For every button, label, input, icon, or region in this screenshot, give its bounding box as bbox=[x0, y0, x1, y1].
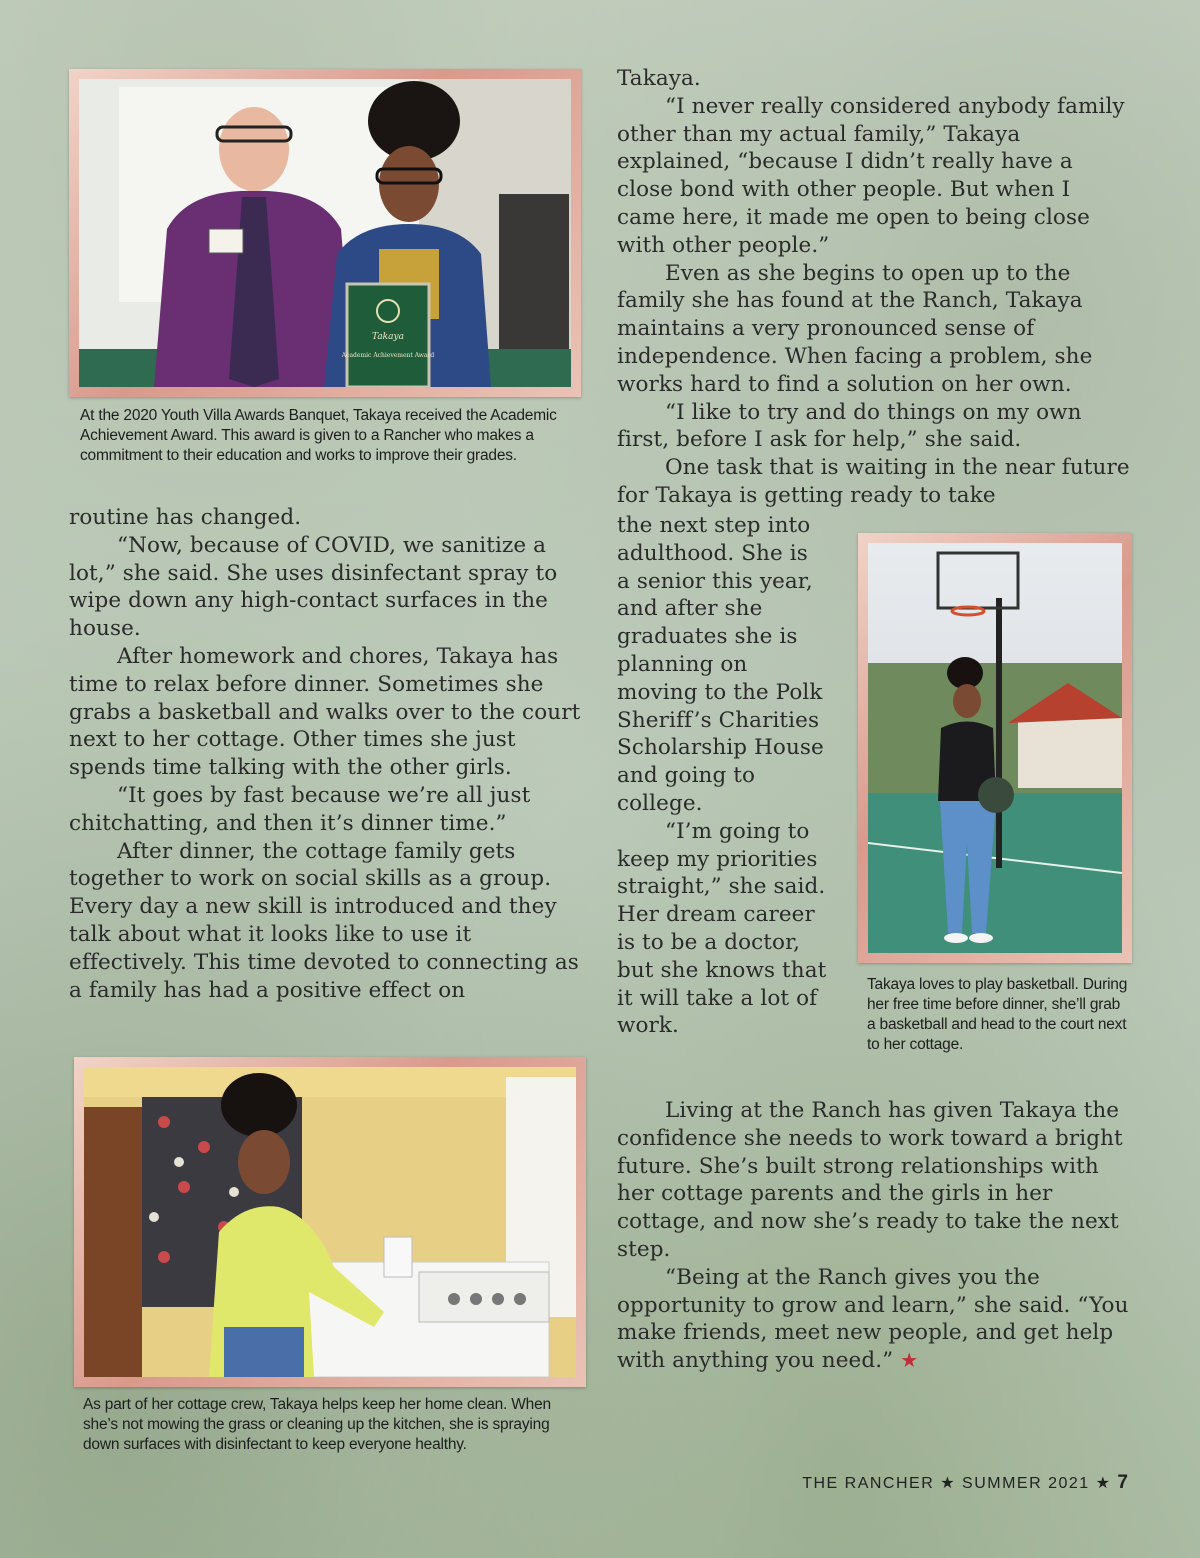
right-paragraph-5: One task that is waiting in the near future for Takaya is getting ready to take bbox=[617, 455, 1130, 508]
left-paragraph-5: After dinner, the cottage family gets together to work on social skills as a group. Every day a new skill is introduced and they talk about what it looks like to use it effectively. This time devoted to connecting as a family has had a positive effect on bbox=[69, 838, 579, 1003]
photo-laundry bbox=[74, 1057, 586, 1387]
right-paragraph-6: the next step into adulthood. She is a senior this year, and after she graduates she is planning on moving to the Polk Sheriff’s Charities Scholarship House and going to college. bbox=[617, 513, 824, 816]
photo-basketball bbox=[858, 533, 1132, 963]
right-paragraph-9-text: “Being at the Ranch gives you the opportunity to grow and learn,” she said. “You make friends, meet new people, and get help with anything you need.” bbox=[617, 1264, 1129, 1374]
photo-basketball-image bbox=[868, 543, 1122, 953]
plaque-award: Academic Achievement Award bbox=[341, 352, 435, 359]
right-paragraph-9 bbox=[617, 1264, 1132, 1375]
left-paragraph-4: “It goes by fast because we’re all just chitchatting, and then it’s dinner time.” bbox=[69, 782, 531, 836]
caption-basketball: Takaya loves to play basketball. During her free time before dinner, she’ll grab a basketball and head to the court next to her cottage. bbox=[867, 976, 1128, 1053]
right-column-top bbox=[617, 65, 1132, 510]
left-paragraph-2: “Now, because of COVID, we sanitize a lot,” she said. She uses disinfectant spray to wipe down any high-contact surfaces in the house. bbox=[69, 532, 558, 642]
photo-awards-banquet bbox=[69, 69, 581, 397]
right-paragraph-4: “I like to try and do things on my own first, before I ask for help,” she said. bbox=[617, 399, 1082, 453]
right-column-bottom bbox=[617, 1097, 1132, 1375]
left-paragraph-3: After homework and chores, Takaya has time to relax before dinner. Sometimes she grabs a basketball and walks over to the court next to her cottage. Other times she just spends time talking with the other girls. bbox=[69, 643, 581, 781]
plaque-title: Takaya bbox=[372, 332, 404, 342]
caption-awards-banquet: At the 2020 Youth Villa Awards Banquet, Takaya received the Academic Achievement Award. This award is given to a Rancher who makes a commitment to their education and works to improve their grades. bbox=[80, 407, 557, 464]
basketball-photo-illustration bbox=[868, 543, 1122, 953]
photo-laundry-image bbox=[84, 1067, 576, 1377]
footer-star-icon-2: ★ bbox=[1095, 1475, 1112, 1492]
right-paragraph-1: Takaya. bbox=[617, 66, 701, 91]
left-paragraph-1: routine has changed. bbox=[69, 505, 302, 530]
footer-star-icon: ★ bbox=[940, 1475, 957, 1492]
footer-issue: SUMMER 2021 bbox=[962, 1475, 1090, 1492]
photo-awards-image bbox=[79, 79, 571, 387]
awards-photo-illustration bbox=[79, 79, 571, 387]
end-star-icon: ★ bbox=[900, 1348, 919, 1373]
left-column bbox=[69, 504, 581, 1004]
page-footer bbox=[802, 1472, 1128, 1494]
right-paragraph-8: Living at the Ranch has given Takaya the confidence she needs to work toward a bright future. She’s built strong relationships with her cottage parents and the girls in her cottage, and now she’s ready to take the next step. bbox=[617, 1098, 1123, 1262]
footer-publication: THE RANCHER bbox=[802, 1475, 935, 1492]
caption-laundry: As part of her cottage crew, Takaya helps keep her home clean. When she’s not mowing the grass or cleaning up the kitchen, she is spraying down surfaces with disinfectant to keep everyone healthy. bbox=[83, 1396, 551, 1453]
right-column-narrow bbox=[617, 512, 827, 1040]
right-paragraph-7: “I’m going to keep my priorities straight,” she said. Her dream career is to be a doctor, but she knows that it will take a lot of work. bbox=[617, 818, 827, 1039]
page-number: 7 bbox=[1117, 1472, 1128, 1493]
right-paragraph-3: Even as she begins to open up to the family she has found at the Ranch, Takaya maintains a very pronounced sense of independence. When facing a problem, she works hard to find a solution on her own. bbox=[617, 260, 1093, 397]
right-paragraph-2: “I never really considered anybody family other than my actual family,” Takaya explained, “because I didn’t really have a close bond with other people. But when I came here, it made me open to being close with other people.” bbox=[617, 93, 1125, 258]
laundry-photo-illustration bbox=[84, 1067, 576, 1377]
